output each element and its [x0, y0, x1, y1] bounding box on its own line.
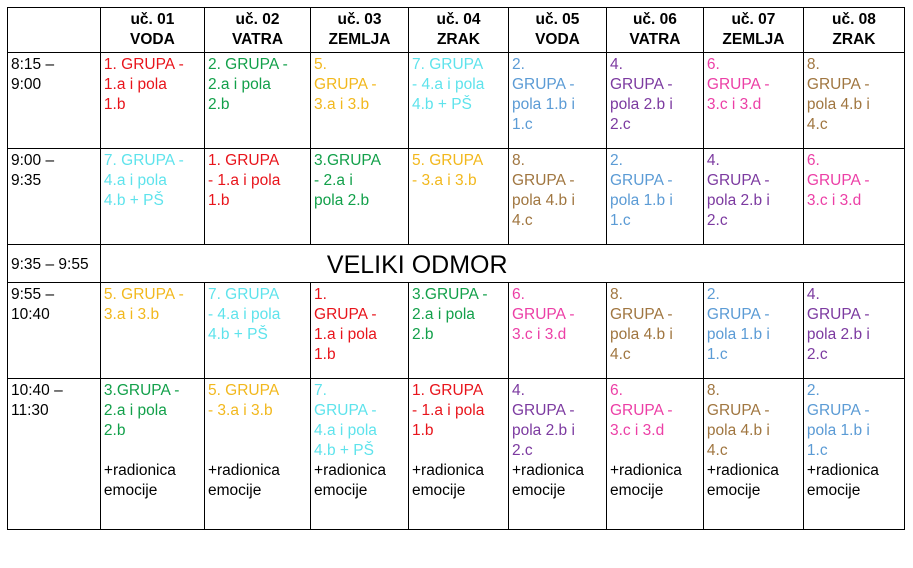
header-room-02: uč. 02 VATRA — [204, 8, 310, 53]
group-text: 7. GRUPA - 4.a i pola 4.b + PŠ — [314, 382, 377, 459]
workshop-note: +radionica emocije — [511, 462, 584, 499]
group-cell: 1. GRUPA - 1.a i pola 1.b — [311, 283, 409, 379]
group-cell: 6. GRUPA - 3.c i 3.d — [803, 149, 904, 245]
workshop-note: +radionica emocije — [411, 462, 484, 499]
group-cell: 1. GRUPA - 1.a i pola 1.b — [204, 149, 310, 245]
group-cell: 7. GRUPA - 4.a i pola 4.b + PŠ — [204, 283, 310, 379]
group-cell: 2. GRUPA - 2.a i pola 2.b — [204, 53, 310, 149]
group-cell: 7. GRUPA - 4.a i pola 4.b + PŠ — [100, 149, 204, 245]
group-cell: 8. GRUPA - pola 4.b i 4.c — [606, 283, 703, 379]
group-cell: 4. GRUPA - pola 2.b i 2.c — [803, 283, 904, 379]
group-cell — [408, 379, 508, 530]
schedule-table — [7, 7, 905, 530]
workshop-note: +radionica emocije — [103, 462, 176, 499]
group-text: 2. GRUPA - pola 1.b i 1.c — [806, 382, 870, 459]
group-text: 6. GRUPA - 3.c i 3.d — [609, 382, 673, 439]
header-room-07: uč. 07 ZEMLJA — [703, 8, 803, 53]
group-cell: 3.GRUPA - 2.a i pola 2.b — [311, 149, 409, 245]
group-cell: 3.GRUPA - 2.a i pola 2.b — [408, 283, 508, 379]
group-cell: 7. GRUPA - 4.a i pola 4.b + PŠ — [408, 53, 508, 149]
break-row — [8, 245, 905, 283]
group-cell: 2. GRUPA - pola 1.b i 1.c — [508, 53, 606, 149]
group-cell: 5. GRUPA - 3.a i 3.b — [100, 283, 204, 379]
group-cell: 6. GRUPA - 3.c i 3.d — [703, 53, 803, 149]
time-cell: 8:15 – 9:00 — [8, 53, 101, 149]
group-cell: 2. GRUPA - pola 1.b i 1.c — [606, 149, 703, 245]
break-time-cell: 9:35 – 9:55 — [8, 245, 101, 283]
schedule-row — [8, 379, 905, 530]
workshop-note: +radionica emocije — [207, 462, 280, 499]
group-text: 3.GRUPA - 2.a i pola 2.b — [103, 382, 180, 439]
group-cell — [803, 379, 904, 530]
header-room-04: uč. 04 ZRAK — [408, 8, 508, 53]
group-cell — [703, 379, 803, 530]
time-cell: 10:40 – 11:30 — [8, 379, 101, 530]
group-cell — [606, 379, 703, 530]
group-cell: 6. GRUPA - 3.c i 3.d — [508, 283, 606, 379]
group-cell: 2. GRUPA - pola 1.b i 1.c — [703, 283, 803, 379]
break-title: VELIKI ODMOR — [100, 245, 904, 283]
group-cell — [204, 379, 310, 530]
header-room-03: uč. 03 ZEMLJA — [311, 8, 409, 53]
schedule-row — [8, 283, 905, 379]
header-row — [8, 8, 905, 53]
header-room-05: uč. 05 VODA — [508, 8, 606, 53]
time-cell: 9:00 – 9:35 — [8, 149, 101, 245]
workshop-note: +radionica emocije — [706, 462, 779, 499]
schedule-row — [8, 53, 905, 149]
group-cell: 5. GRUPA - 3.a i 3.b — [311, 53, 409, 149]
group-text: 4. GRUPA - pola 2.b i 2.c — [511, 382, 575, 459]
group-cell — [311, 379, 409, 530]
group-text: 5. GRUPA - 3.a i 3.b — [207, 382, 280, 419]
time-cell: 9:55 – 10:40 — [8, 283, 101, 379]
workshop-note: +radionica emocije — [806, 462, 879, 499]
header-time-cell — [8, 8, 101, 53]
group-cell: 4. GRUPA - pola 2.b i 2.c — [703, 149, 803, 245]
group-cell: 4. GRUPA - pola 2.b i 2.c — [606, 53, 703, 149]
group-cell: 1. GRUPA - 1.a i pola 1.b — [100, 53, 204, 149]
group-cell — [100, 379, 204, 530]
group-text: 8. GRUPA - pola 4.b i 4.c — [706, 382, 770, 459]
group-cell: 5. GRUPA - 3.a i 3.b — [408, 149, 508, 245]
schedule-row — [8, 149, 905, 245]
workshop-note: +radionica emocije — [609, 462, 682, 499]
header-room-01: uč. 01 VODA — [100, 8, 204, 53]
header-room-06: uč. 06 VATRA — [606, 8, 703, 53]
group-text: 1. GRUPA - 1.a i pola 1.b — [411, 382, 485, 439]
workshop-note: +radionica emocije — [314, 462, 386, 499]
group-cell: 8. GRUPA - pola 4.b i 4.c — [803, 53, 904, 149]
header-room-08: uč. 08 ZRAK — [803, 8, 904, 53]
group-cell: 8. GRUPA - pola 4.b i 4.c — [508, 149, 606, 245]
group-cell — [508, 379, 606, 530]
